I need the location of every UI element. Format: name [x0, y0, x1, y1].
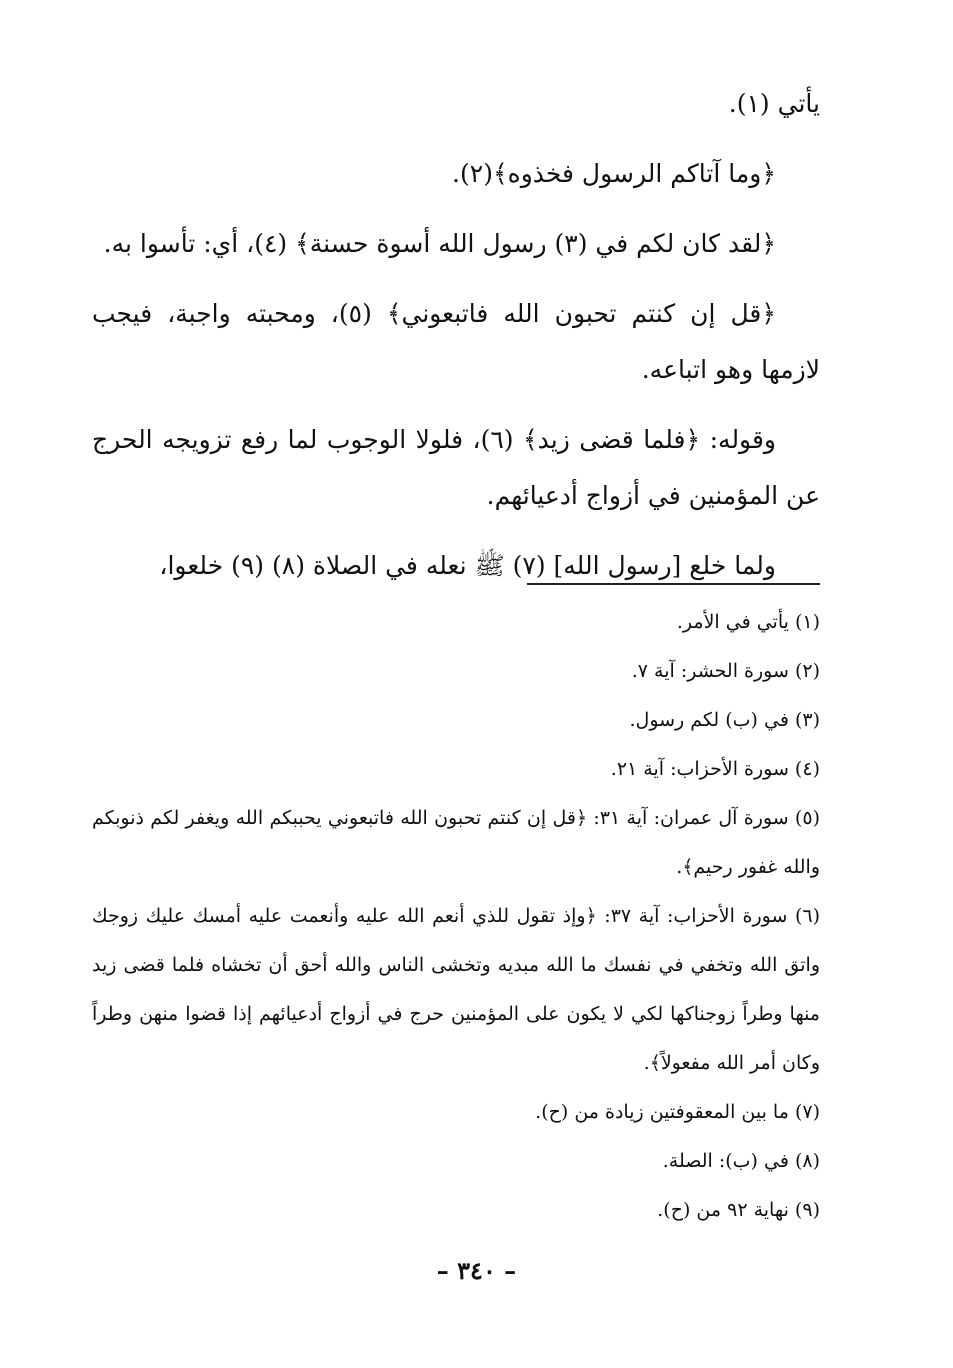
footnote-4: (٤) سورة الأحزاب: آية ٢١. [610, 758, 820, 780]
footnote-8: (٨) في (ب): الصلة. [662, 1150, 820, 1172]
paragraph-continuation: يأتي (١). [728, 89, 820, 118]
footnote-9: (٩) نهاية ٩٢ من (ح). [657, 1199, 820, 1221]
footnotes [92, 598, 820, 1235]
footnote-6: (٦) سورة الأحزاب: آية ٣٧: ﴿وإذ تقول للذي أنعم الله عليه وأنعمت عليه أمسك عليك زوجك واتق الله وتخفي في نفسك ما الله مبديه وتخشى الناس والله أحق أن تخشاه فلما قضى زيد منها وطراً زوجناكها لكي لا يكون على المؤمنين حرج في أزواج أدعيائهم إذا قضوا منهن وطراً وكان أمر الله مفعولاً﴾. [92, 905, 820, 1074]
footnote-5: (٥) سورة آل عمران: آية ٣١: ﴿قل إن كنتم تحبون الله فاتبعوني يحببكم الله ويغفر لكم ذنوبكم والله غفور رحيم﴾. [92, 807, 820, 878]
footnote-7: (٧) ما بين المعقوفتين زيادة من (ح). [535, 1101, 820, 1123]
footnote-separator [527, 583, 820, 585]
paragraph-quran-quote-4: وقوله: ﴿فلما قضى زيد﴾ (٦)، فلولا الوجوب لما رفع تزويجه الحرج عن المؤمنين في أزواج أدعيائهم. [92, 425, 820, 510]
footnote-3: (٣) في (ب) لكم رسول. [629, 709, 820, 731]
paragraph-prophet-sandals: ولما خلع [رسول الله] (٧) ﷺ نعله في الصلاة (٨) (٩) خلعوا، [159, 551, 776, 580]
paragraph-quran-quote-3: ﴿قل إن كنتم تحبون الله فاتبعوني﴾ (٥)، ومحبته واجبة، فيجب لازمها وهو اتباعه. [92, 299, 820, 384]
footnote-2: (٢) سورة الحشر: آية ٧. [631, 660, 820, 682]
paragraph-quran-quote-1: ﴿وما آتاكم الرسول فخذوه﴾(٢). [452, 159, 776, 188]
page-number: – ٣٤٠ – [436, 1256, 517, 1285]
main-text [92, 76, 820, 594]
paragraph-quran-quote-2: ﴿لقد كان لكم في (٣) رسول الله أسوة حسنة﴾ (٤)، أي: تأسوا به. [103, 229, 776, 258]
footnote-1: (١) يأتي في الأمر. [676, 611, 820, 633]
